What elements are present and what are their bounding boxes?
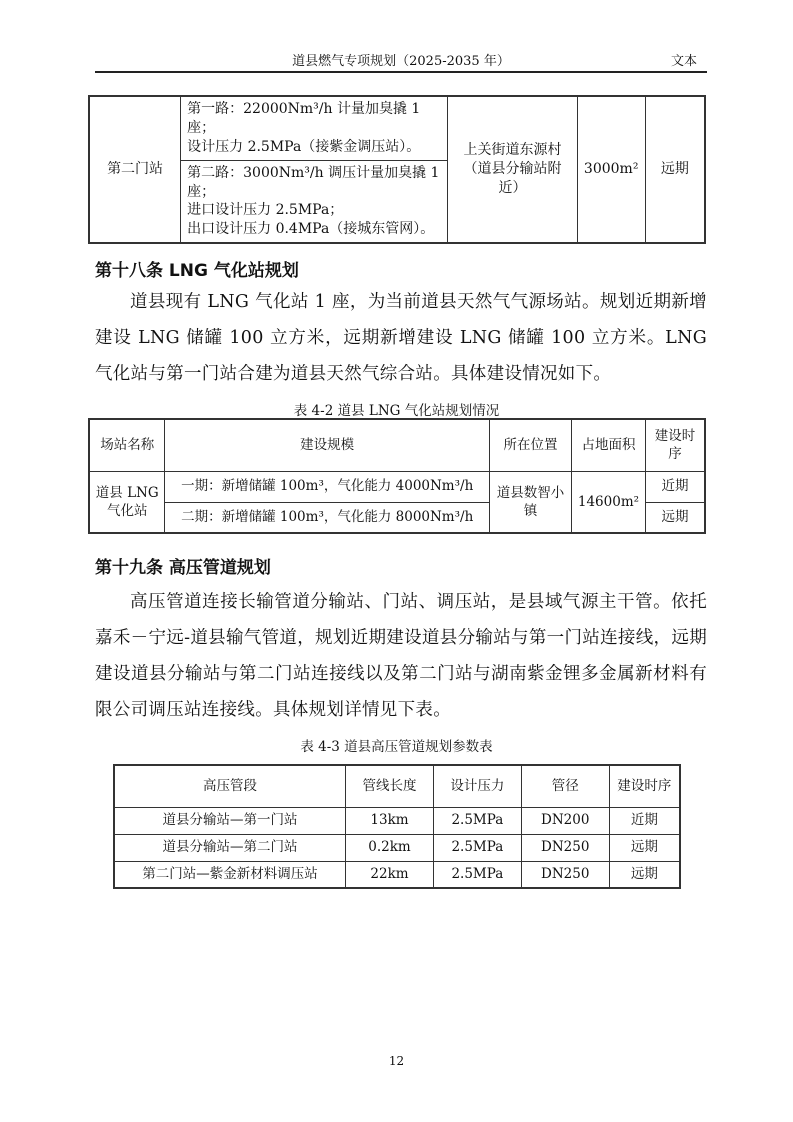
table-cell: DN200	[521, 807, 609, 834]
table-cell: 2.5MPa	[433, 834, 521, 861]
table-cell: 13km	[346, 807, 434, 834]
section-19-heading: 第十九条 高压管道规划	[95, 558, 271, 578]
route2-line: 出口设计压力 0.4MPa（接城东管网）。	[187, 221, 435, 238]
header-cell: 建设时序	[645, 419, 705, 471]
route2-line: 座；	[187, 183, 216, 200]
route1-cell	[181, 96, 448, 160]
phase-cell: 远期	[645, 96, 705, 243]
route2-line: 第二路：3000Nm³/h 调压计量加臭撬 1	[187, 164, 440, 181]
header-cell: 所在位置	[489, 419, 571, 471]
table-cell: 道县分输站—第一门站	[114, 807, 346, 834]
header-cell: 高压管段	[114, 765, 346, 807]
station-name-cell: 道县 LNG 气化站	[89, 471, 165, 533]
route2-cell	[181, 160, 448, 243]
phase-cell: 近期	[645, 471, 705, 502]
area-cell: 3000m²	[577, 96, 645, 243]
lng-station-table	[88, 418, 706, 534]
header-cell: 建设规模	[165, 419, 489, 471]
area-cell: 14600m²	[572, 471, 646, 533]
header-cell: 设计压力	[433, 765, 521, 807]
table-cell: 2.5MPa	[433, 861, 521, 888]
location-line: （道县分输站附	[463, 161, 562, 178]
scale-cell: 一期：新增储罐 100m³，气化能力 4000Nm³/h	[165, 471, 489, 502]
table-4-3-caption: 表 4-3 道县高压管道规划参数表	[300, 739, 493, 755]
section-18-paragraph: 道县现有 LNG 气化站 1 座，为当前道县天然气气源场站。规划近期新增建设 LNG 储罐 100 立方米，远期新增建设 LNG 储罐 100 立方米。LNG 气化站与第一门站合建为道县天然气综合站。具体建设情况如下。	[95, 292, 707, 384]
table-cell: 远期	[609, 834, 680, 861]
document-title: 道县燃气专项规划（2025-2035 年）	[292, 54, 510, 69]
pipeline-table	[113, 764, 681, 889]
route2-line: 进口设计压力 2.5MPa；	[187, 202, 344, 219]
header-cell: 占地面积	[572, 419, 646, 471]
header-cell: 场站名称	[89, 419, 165, 471]
table-4-2-caption: 表 4-2 道县 LNG 气化站规划情况	[293, 403, 500, 419]
scale-cell: 二期：新增储罐 100m³，气化能力 8000Nm³/h	[165, 502, 489, 533]
section-18-heading: 第十八条 LNG 气化站规划	[95, 261, 299, 281]
gate-station-table	[88, 95, 706, 244]
table-cell: 远期	[609, 861, 680, 888]
table-cell: 0.2km	[346, 834, 434, 861]
header-cell: 管径	[521, 765, 609, 807]
phase-cell: 远期	[645, 502, 705, 533]
route1-line: 第一路：22000Nm³/h 计量加臭撬 1 座；	[187, 101, 421, 136]
location-line: 上关街道东源村	[463, 142, 562, 159]
header-tag: 文本	[670, 54, 697, 69]
table-cell: 近期	[609, 807, 680, 834]
table-row	[114, 861, 680, 888]
station-name-cell: 第二门站	[89, 96, 181, 243]
section-19-paragraph: 高压管道连接长输管道分输站、门站、调压站，是县域气源主干管。依托嘉禾－宁远-道县输气管道，规划近期建设道县分输站与第一门站连接线，远期建设道县分输站与第二门站连接线以及第二门站与湖南紫金锂多金属新材料有限公司调压站连接线。具体规划详情见下表。	[95, 592, 707, 720]
table-row	[114, 834, 680, 861]
table-row	[114, 807, 680, 834]
header-cell: 管线长度	[346, 765, 434, 807]
table-cell: 2.5MPa	[433, 807, 521, 834]
table-cell: 22km	[346, 861, 434, 888]
page-number: 12	[388, 1054, 405, 1068]
table-cell: 第二门站—紫金新材料调压站	[114, 861, 346, 888]
header-cell: 建设时序	[609, 765, 680, 807]
table-cell: DN250	[521, 834, 609, 861]
table-cell: 道县分输站—第二门站	[114, 834, 346, 861]
location-line: 近）	[498, 180, 527, 197]
page-header	[95, 50, 707, 72]
route1-line: 设计压力 2.5MPa（接紫金调压站）。	[187, 138, 421, 155]
table-cell: DN250	[521, 861, 609, 888]
location-cell: 道县数智小镇	[489, 471, 571, 533]
header-rule	[95, 71, 707, 73]
location-cell	[448, 96, 577, 243]
